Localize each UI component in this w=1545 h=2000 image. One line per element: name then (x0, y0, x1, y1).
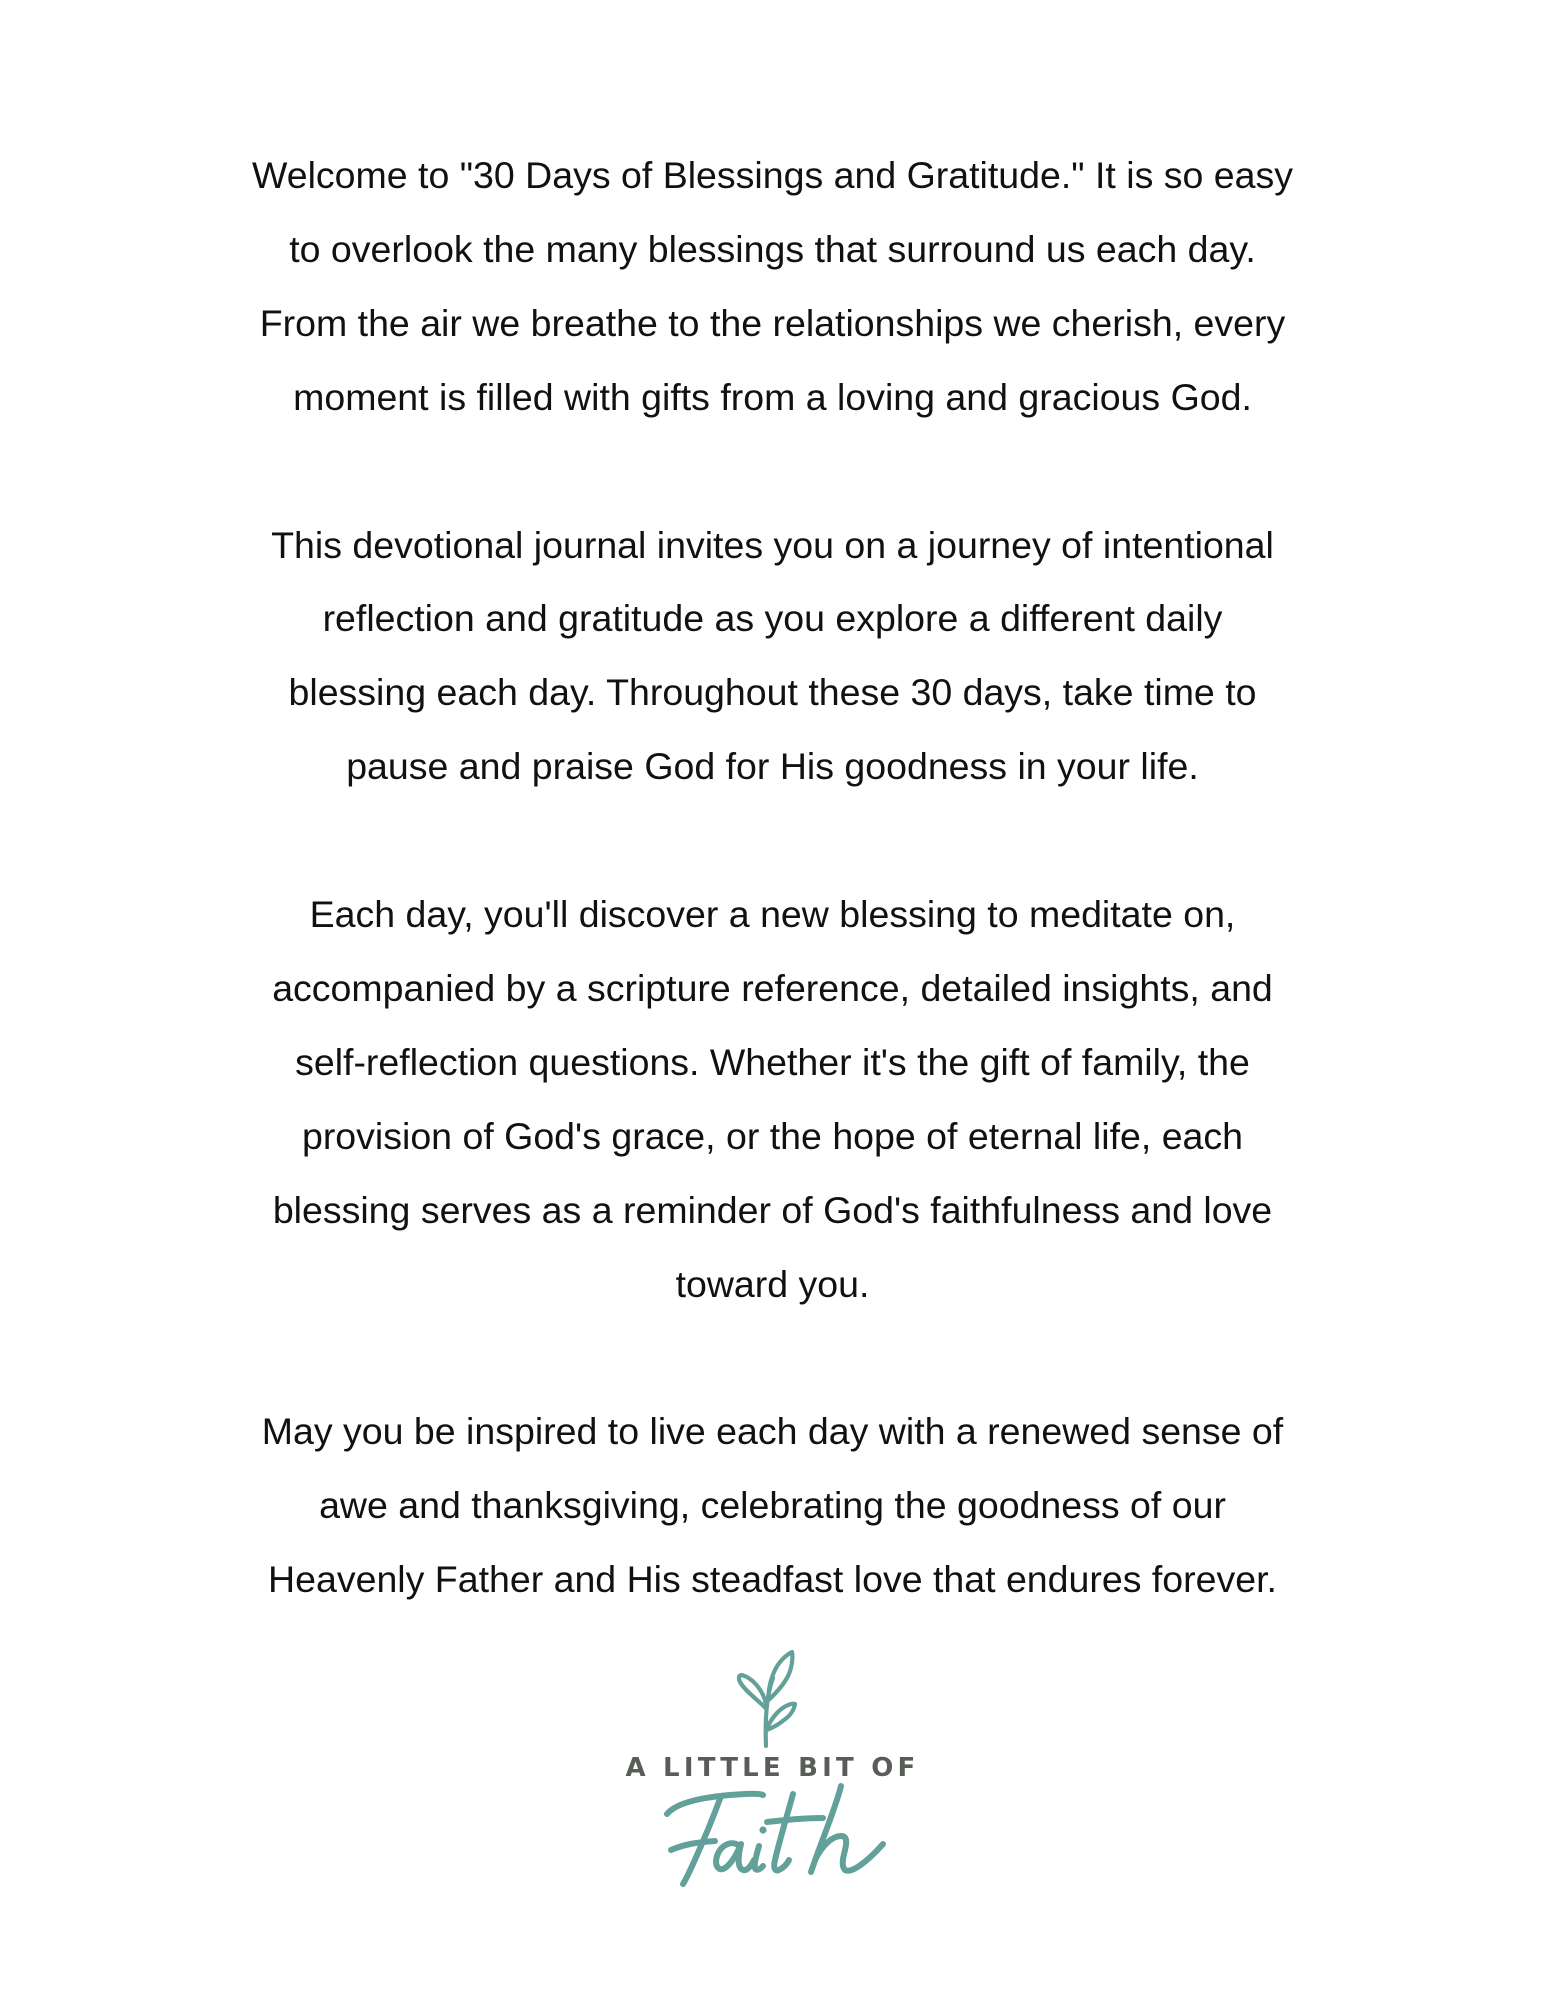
text-line: From the air we breathe to the relationships we cherish, every (259, 301, 1286, 344)
text-line: toward you. (675, 1262, 870, 1305)
leaf-top-right (768, 1652, 792, 1700)
paragraph-closing-blessing (100, 1395, 1445, 1617)
paragraph-welcome (100, 139, 1445, 435)
leaf-sprig-icon (728, 1642, 808, 1754)
logo-tagline: A LITTLE BIT OF (625, 1753, 920, 1783)
paragraph-daily-structure (100, 878, 1445, 1321)
text-line: Each day, you'll discover a new blessing to meditate on, (309, 893, 1236, 936)
text-line: reflection and gratitude as you explore a different daily (322, 597, 1223, 640)
text-line: pause and praise God for His goodness in your life. (346, 745, 1199, 788)
leaf-lower-right (767, 1704, 796, 1730)
leaf-left (739, 1675, 766, 1708)
text-line: This devotional journal invites you on a journey of intentional (271, 523, 1274, 566)
text-line: provision of God's grace, or the hope of eternal life, each (301, 1114, 1244, 1157)
text-line: accompanied by a scripture reference, detailed insights, and (272, 966, 1273, 1009)
text-line: Heavenly Father and His steadfast love that endures forever. (268, 1558, 1277, 1601)
intro-text (100, 139, 1445, 1617)
text-line: blessing serves as a reminder of God's faithfulness and love (272, 1188, 1273, 1231)
text-line: Welcome to "30 Days of Blessings and Gratitude." It is so easy (252, 154, 1293, 196)
brand-logo (600, 1630, 945, 1900)
logo-script-word (600, 1630, 601, 1631)
paragraph-journal-invitation (100, 509, 1445, 805)
text-line: May you be inspired to live each day with a renewed sense of (261, 1410, 1284, 1453)
text-line: blessing each day. Throughout these 30 days, take time to (288, 671, 1257, 714)
text-line: awe and thanksgiving, celebrating the goodness of our (319, 1484, 1226, 1527)
text-line: moment is filled with gifts from a loving and gracious God. (293, 375, 1252, 418)
text-line: to overlook the many blessings that surround us each day. (289, 227, 1256, 270)
logo-script-faith (655, 1780, 905, 1895)
text-line: self-reflection questions. Whether it's the gift of family, the (295, 1040, 1250, 1083)
